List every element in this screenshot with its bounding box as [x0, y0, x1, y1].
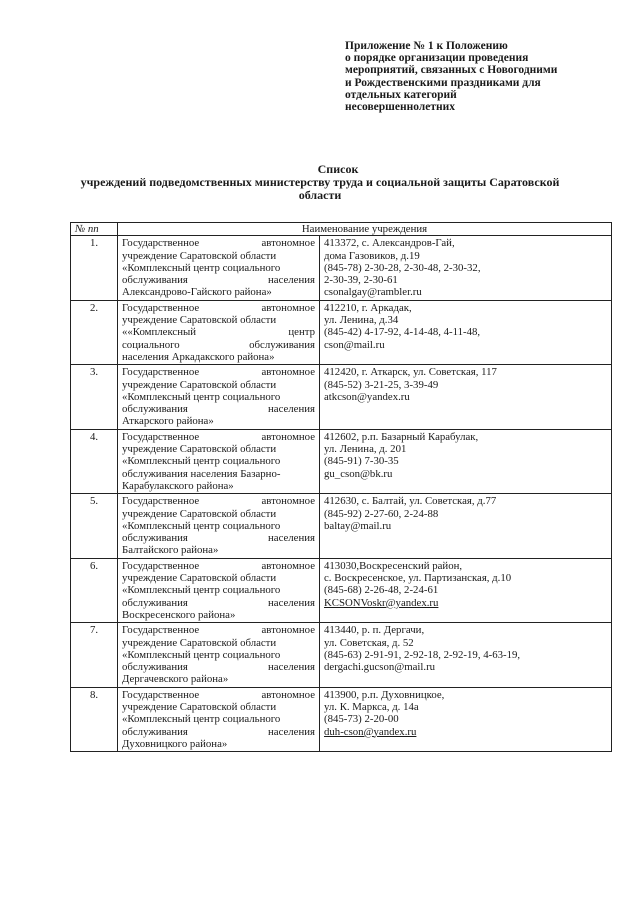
- email-link[interactable]: cson@mail.ru: [324, 338, 385, 351]
- institution-name-line: [122, 508, 315, 520]
- email-link[interactable]: csonalgay@rambler.ru: [324, 286, 422, 299]
- row-number: 7.: [71, 623, 118, 687]
- institution-name: [118, 623, 320, 687]
- address-line: 413440, р. п. Дергачи,: [324, 624, 425, 637]
- address-line: 412210, г. Аркадак,: [324, 301, 412, 314]
- institution-name-word: автономное: [261, 624, 315, 637]
- institution-name-word: обслуживания населения Базарно-: [122, 467, 281, 480]
- institution-name-line: [122, 713, 315, 725]
- row-number: 4.: [71, 429, 118, 493]
- institution-name-line: [122, 689, 315, 701]
- institution-name-line: [122, 520, 315, 532]
- institution-name-word: Государственное: [122, 495, 200, 508]
- address-line: 413900, р.п. Духовницкое,: [324, 688, 445, 701]
- institution-name-word: автономное: [261, 688, 315, 701]
- address-line: 412630, с. Балтай, ул. Советская, д.77: [324, 495, 497, 508]
- institution-name-word: «Комплексный центр социального: [122, 455, 281, 468]
- institution-name-line: [122, 738, 315, 750]
- institution-name: [118, 494, 320, 558]
- institution-name: [118, 687, 320, 751]
- institution-name-word: учреждение Саратовской области: [122, 507, 277, 520]
- address-line: ул. Советская, д. 52: [324, 636, 414, 649]
- institution-name-word: Государственное: [122, 559, 200, 572]
- table-header-row: [71, 223, 612, 236]
- institution-name-word: ««Комплексный: [122, 326, 197, 339]
- row-number: 5.: [71, 494, 118, 558]
- address-line: с. Воскресенское, ул. Партизанская, д.10: [324, 572, 512, 585]
- address-line: (845-52) 3-21-25, 3-39-49: [324, 378, 439, 391]
- table-row: [71, 687, 612, 751]
- institution-name: [118, 365, 320, 429]
- table-row: [71, 236, 612, 300]
- institution-name-line: [122, 495, 315, 507]
- email-link[interactable]: gu_cson@bk.ru: [324, 467, 393, 480]
- institution-name-word: учреждение Саратовской области: [122, 572, 277, 585]
- institution-name-line: [122, 443, 315, 455]
- address-line: ул. К. Маркса, д. 14а: [324, 700, 419, 713]
- institution-name-word: социального: [122, 338, 180, 351]
- institution-name-line: [122, 286, 315, 298]
- institution-name-word: учреждение Саратовской области: [122, 378, 277, 391]
- institution-name-line: [122, 584, 315, 596]
- institution-contacts: [320, 365, 612, 429]
- table-row: [71, 494, 612, 558]
- institution-name-word: автономное: [261, 559, 315, 572]
- row-number: 2.: [71, 300, 118, 364]
- institution-name-line: [122, 468, 315, 480]
- table-row: [71, 365, 612, 429]
- institution-name-line: [122, 403, 315, 415]
- institution-name-line: [122, 237, 315, 249]
- address-line: дома Газовиков, д.19: [324, 249, 420, 262]
- title-line-1: Список: [317, 162, 359, 176]
- institution-name-word: Государственное: [122, 430, 200, 443]
- institution-name-line: [122, 431, 315, 443]
- institution-name-word: Воскресенского района»: [122, 608, 236, 621]
- institution-name-line: [122, 314, 315, 326]
- institution-name-word: обслуживания: [249, 338, 315, 351]
- table-row: [71, 300, 612, 364]
- document-title: [40, 163, 600, 202]
- institution-name-word: обслуживания: [122, 403, 188, 416]
- appendix-line: несовершеннолетних: [345, 101, 456, 114]
- institution-name: [118, 300, 320, 364]
- institution-name-line: [122, 649, 315, 661]
- address-line: (845-42) 4-17-92, 4-14-48, 4-11-48,: [324, 326, 481, 339]
- institution-contacts: [320, 687, 612, 751]
- institution-name-word: учреждение Саратовской области: [122, 443, 277, 456]
- address-line: (845-92) 2-27-60, 2-24-88: [324, 507, 439, 520]
- institution-name: [118, 429, 320, 493]
- institution-name-word: автономное: [261, 301, 315, 314]
- institution-name-line: [122, 274, 315, 286]
- table-body: [71, 236, 612, 752]
- address-line: 413372, с. Александров-Гай,: [324, 237, 455, 250]
- institutions-table: [70, 222, 612, 752]
- header-number: № пп: [71, 223, 118, 236]
- institution-name-word: учреждение Саратовской области: [122, 636, 277, 649]
- institution-contacts: [320, 236, 612, 300]
- institution-name-word: Государственное: [122, 366, 200, 379]
- appendix-line: мероприятий, связанных с Новогодними: [345, 64, 558, 77]
- institution-name-line: [122, 391, 315, 403]
- institution-name-word: Дергачевского района»: [122, 673, 229, 686]
- institution-name-line: [122, 572, 315, 584]
- row-number: 6.: [71, 558, 118, 622]
- institution-contacts: [320, 300, 612, 364]
- institution-name-line: [122, 726, 315, 738]
- institution-name-line: [122, 560, 315, 572]
- institution-name-word: автономное: [261, 495, 315, 508]
- address-line: (845-63) 2-91-91, 2-92-18, 2-92-19, 4-63-19,: [324, 648, 521, 661]
- institution-name-word: обслуживания: [122, 532, 188, 545]
- institution-name-word: Государственное: [122, 624, 200, 637]
- email-link[interactable]: atkcson@yandex.ru: [324, 390, 410, 403]
- institution-name-line: [122, 480, 315, 492]
- institution-name-word: автономное: [261, 430, 315, 443]
- institution-name-word: Балтайского района»: [122, 544, 219, 557]
- appendix-line: Приложение № 1 к Положению: [345, 40, 508, 52]
- institution-name-word: учреждение Саратовской области: [122, 249, 277, 262]
- institution-name-word: населения: [268, 403, 315, 416]
- appendix-line: отдельных категорий: [345, 88, 457, 101]
- institution-name-line: [122, 597, 315, 609]
- institution-name-word: учреждение Саратовской области: [122, 700, 277, 713]
- row-number: 3.: [71, 365, 118, 429]
- institution-contacts: [320, 558, 612, 622]
- institution-name-line: [122, 379, 315, 391]
- email-link[interactable]: duh-cson@yandex.ru: [324, 725, 417, 738]
- title-line-3: области: [298, 188, 342, 202]
- institution-name-word: «Комплексный центр социального: [122, 584, 281, 597]
- email-link[interactable]: dergachi.gucson@mail.ru: [324, 661, 436, 674]
- row-number: 1.: [71, 236, 118, 300]
- address-line: 2-30-39, 2-30-61: [324, 274, 398, 287]
- institution-name-word: Государственное: [122, 237, 200, 250]
- institution-name-word: обслуживания: [122, 274, 188, 287]
- institution-name-line: [122, 544, 315, 556]
- institution-name-word: населения: [268, 596, 315, 609]
- institution-name-line: [122, 415, 315, 427]
- address-line: (845-91) 7-30-35: [324, 455, 399, 468]
- institution-name-word: населения: [268, 725, 315, 738]
- appendix-line: о порядке организации проведения: [345, 52, 529, 65]
- institution-contacts: [320, 623, 612, 687]
- institution-name-word: Государственное: [122, 301, 200, 314]
- institution-name-word: обслуживания: [122, 661, 188, 674]
- institution-name-word: Государственное: [122, 688, 200, 701]
- institution-name-word: Аткарского района»: [122, 415, 214, 428]
- table-row: [71, 623, 612, 687]
- institution-name-line: [122, 532, 315, 544]
- institution-name-line: [122, 661, 315, 673]
- institution-name-line: [122, 351, 315, 363]
- institution-name-line: [122, 455, 315, 467]
- institution-name-word: Карабулакского района»: [122, 479, 234, 492]
- table-row: [71, 558, 612, 622]
- table-row: [71, 429, 612, 493]
- institution-name-line: [122, 701, 315, 713]
- row-number: 8.: [71, 687, 118, 751]
- institution-name-line: [122, 637, 315, 649]
- address-line: (845-73) 2-20-00: [324, 713, 399, 726]
- institution-name-word: обслуживания: [122, 596, 188, 609]
- institution-name: [118, 236, 320, 300]
- institution-name-line: [122, 366, 315, 378]
- institution-name-word: Александрово-Гайского района»: [122, 286, 272, 299]
- institution-name-word: населения: [268, 274, 315, 287]
- institution-name-line: [122, 609, 315, 621]
- institution-name-word: «Комплексный центр социального: [122, 261, 281, 274]
- institution-name-line: [122, 262, 315, 274]
- institution-name-line: [122, 250, 315, 262]
- address-line: 413030,Воскресенский район,: [324, 559, 463, 572]
- institution-name-word: центр: [288, 326, 315, 339]
- institution-name-line: [122, 302, 315, 314]
- title-line-2: учреждений подведомственных министерству труда и социальной защиты Саратовской: [80, 175, 560, 189]
- email-link[interactable]: baltay@mail.ru: [324, 519, 392, 532]
- institution-name-line: [122, 326, 315, 338]
- institution-name-word: автономное: [261, 237, 315, 250]
- appendix-heading: [345, 40, 615, 113]
- institution-name-word: «Комплексный центр социального: [122, 390, 281, 403]
- institution-name-word: автономное: [261, 366, 315, 379]
- institution-name-word: «Комплексный центр социального: [122, 713, 281, 726]
- institution-name-word: «Комплексный центр социального: [122, 648, 281, 661]
- address-line: 412420, г. Аткарск, ул. Советская, 117: [324, 366, 497, 379]
- address-line: (845-78) 2-30-28, 2-30-48, 2-30-32,: [324, 261, 481, 274]
- institution-name-word: Духовницкого района»: [122, 737, 228, 750]
- address-line: ул. Ленина, д. 201: [324, 443, 407, 456]
- institution-contacts: [320, 494, 612, 558]
- institution-name-word: населения: [268, 532, 315, 545]
- institution-name-line: [122, 673, 315, 685]
- appendix-line: и Рождественскими праздниками для: [345, 76, 541, 89]
- institution-name-word: населения Аркадакского района»: [122, 350, 275, 363]
- institution-name: [118, 558, 320, 622]
- address-line: (845-68) 2-26-48, 2-24-61: [324, 584, 439, 597]
- institution-name-word: населения: [268, 661, 315, 674]
- institution-name-word: «Комплексный центр социального: [122, 519, 281, 532]
- institution-name-word: учреждение Саратовской области: [122, 314, 277, 327]
- header-name: Наименование учреждения: [118, 223, 612, 236]
- email-link[interactable]: KCSONVoskr@yandex.ru: [324, 596, 439, 609]
- address-line: ул. Ленина, д.34: [324, 314, 399, 327]
- institution-name-word: обслуживания: [122, 725, 188, 738]
- institution-name-line: [122, 339, 315, 351]
- institution-name-line: [122, 624, 315, 636]
- address-line: 412602, р.п. Базарный Карабулак,: [324, 430, 479, 443]
- institution-contacts: [320, 429, 612, 493]
